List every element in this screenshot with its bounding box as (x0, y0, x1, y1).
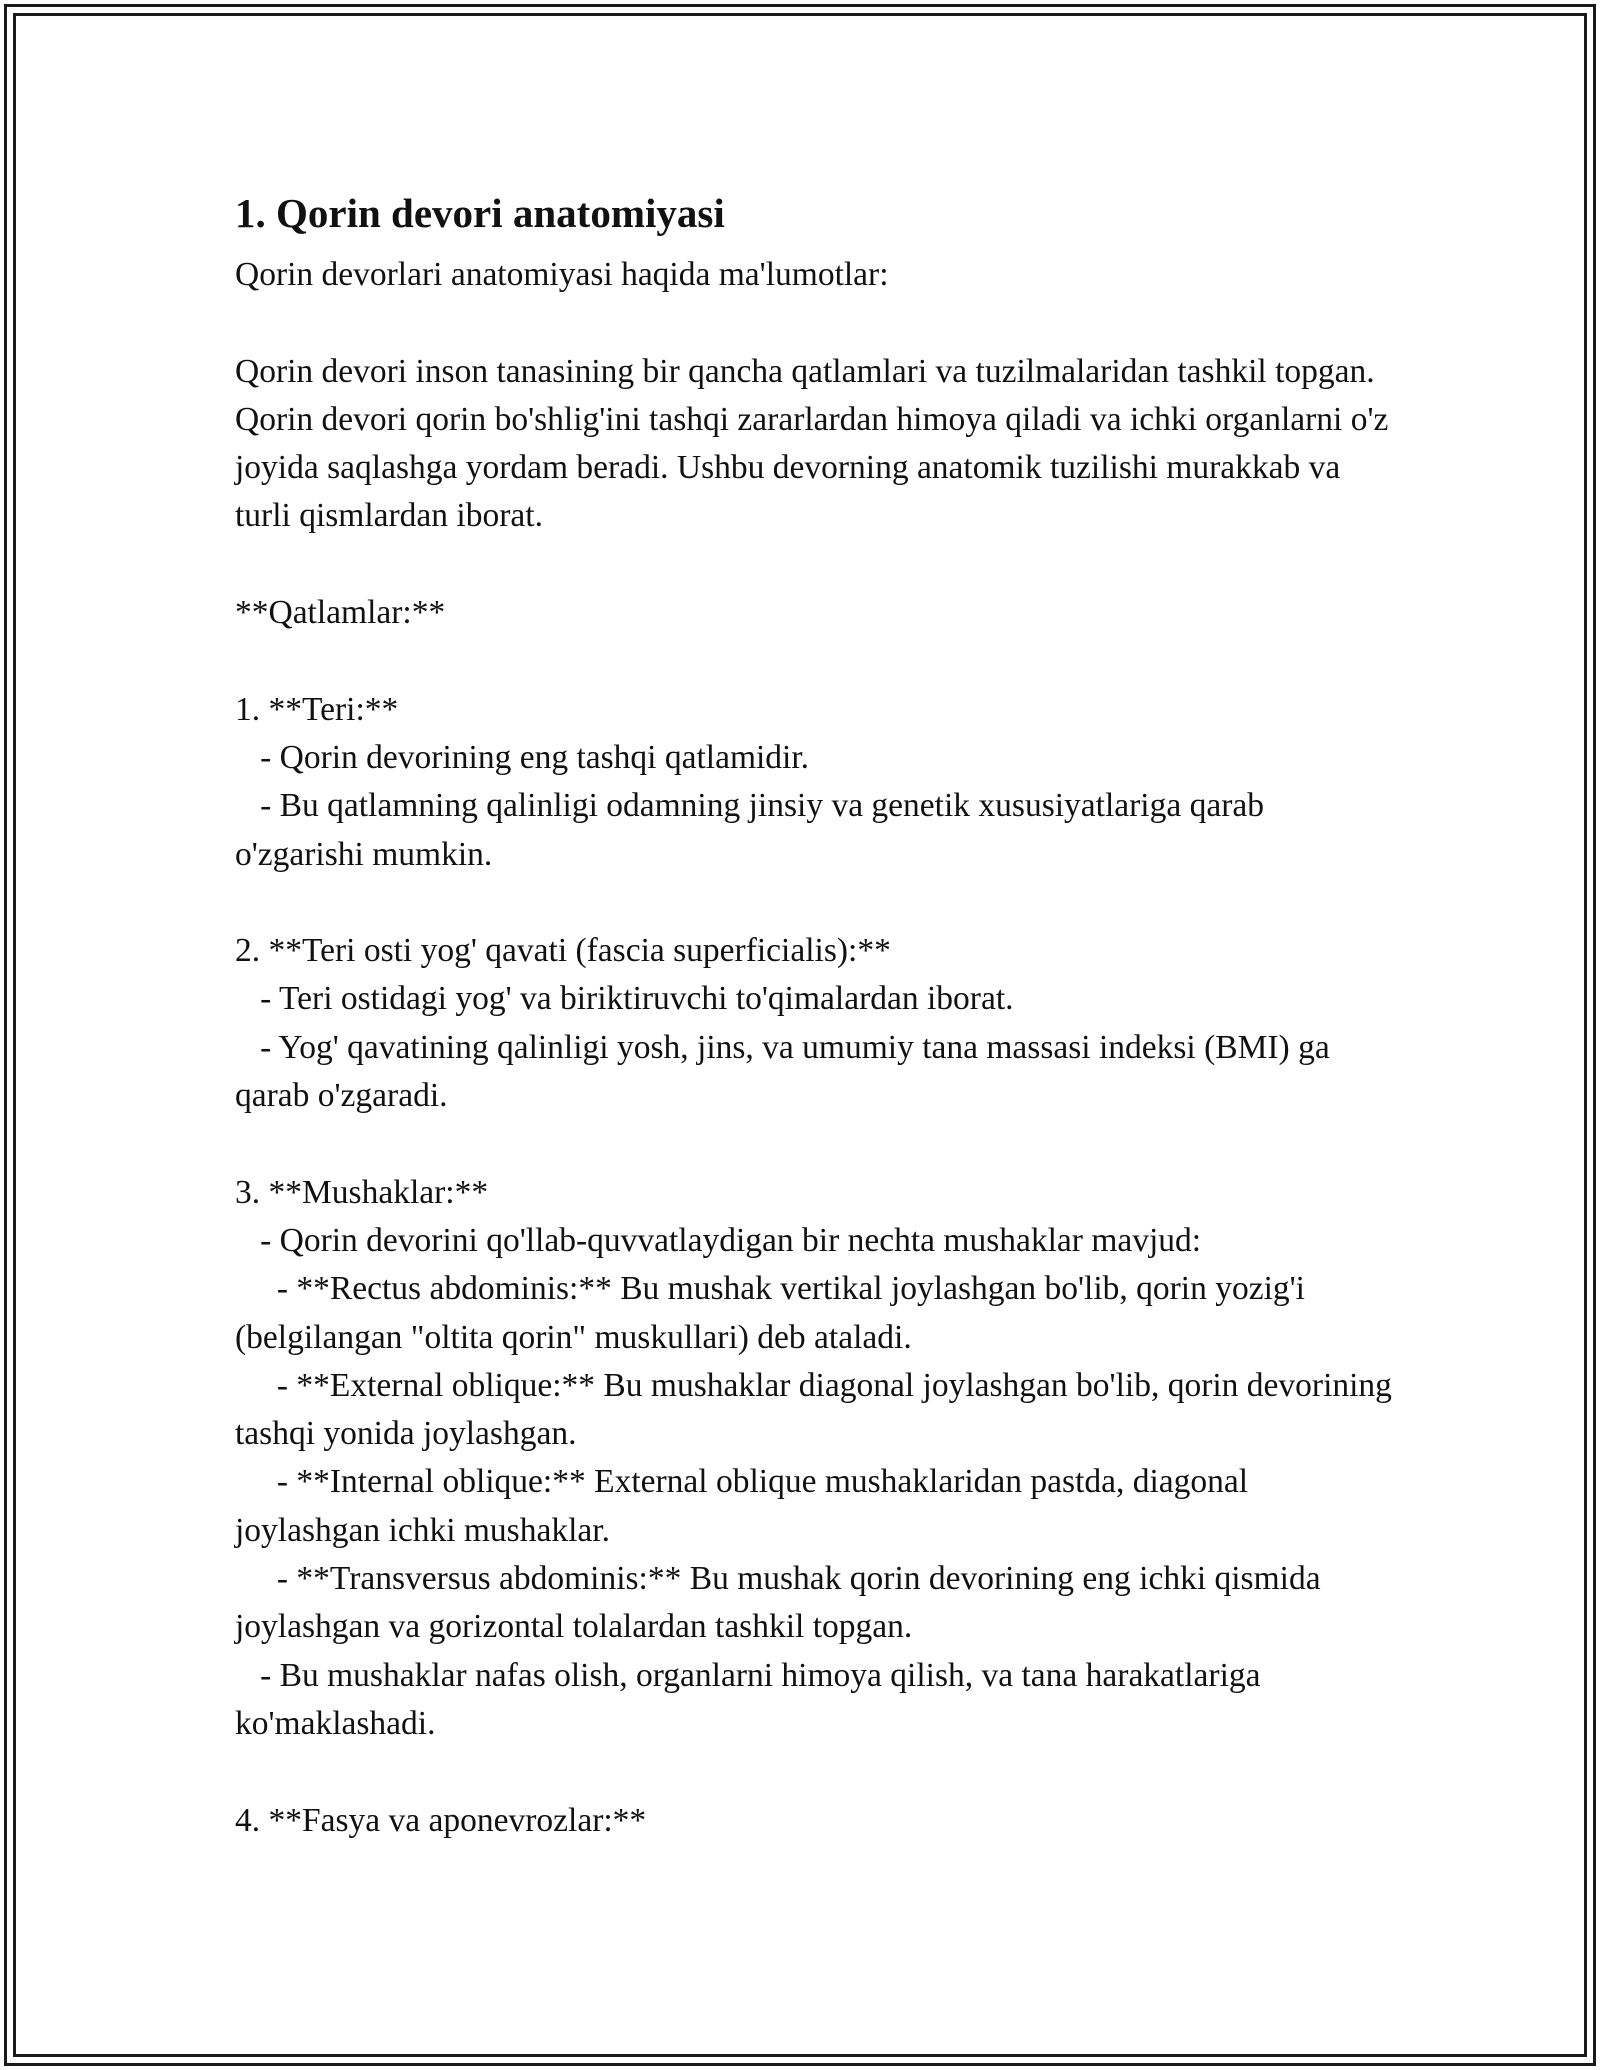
document-content (235, 183, 1395, 1845)
section-heading: 1. Qorin devori anatomiyasi (235, 190, 725, 236)
document-body-text: Qorin devorlari anatomiyasi haqida ma'lumotlar: Qorin devori inson tanasining bir qancha qatlamlari va tuzilmalaridan tashkil topgan. Qorin devori qorin bo'shlig'ini tashqi zararlardan himoya qiladi va ichki organlarni o'z joyida saqlashga yordam beradi. Ushbu devorning anatomik tuzilishi murakkab va turli qismlardan iborat. **Qatlamlar:** 1. **Teri:** - Qorin devorining eng tashqi qatlamidir. - Bu qatlamning qalinligi odamning jinsiy va genetik xususiyatlariga qarab o'zgarishi mumkin. 2. **Teri osti yog' qavati (fascia superficialis):** - Teri ostidagi yog' va biriktiruvchi to'qimalardan iborat. - Yog' qavatining qalinligi yosh, jins, va umumiy tana massasi indeksi (BMI) ga qarab o'zgaradi. 3. **Mushaklar:** - Qorin devorini qo'llab-quvvatlaydigan bir nechta mushaklar mavjud: - **Rectus abdominis:** Bu mushak vertikal joylashgan bo'lib, qorin yozig'i (belgilangan "oltita qorin" muskullari) deb ataladi. - **External oblique:** Bu mushaklar diagonal joylashgan bo'lib, qorin devorining tashqi yonida joylashgan. - **Internal oblique:** External oblique mushaklaridan pastda, diagonal joylashgan ichki mushaklar. - **Transversus abdominis:** Bu mushak qorin devorining eng ichki qismida joylashgan va gorizontal tolalardan tashkil topgan. - Bu mushaklar nafas olish, organlarni himoya qilish, va tana harakatlariga ko'maklashadi. 4. **Fasya va aponevrozlar:** (235, 256, 1392, 1839)
